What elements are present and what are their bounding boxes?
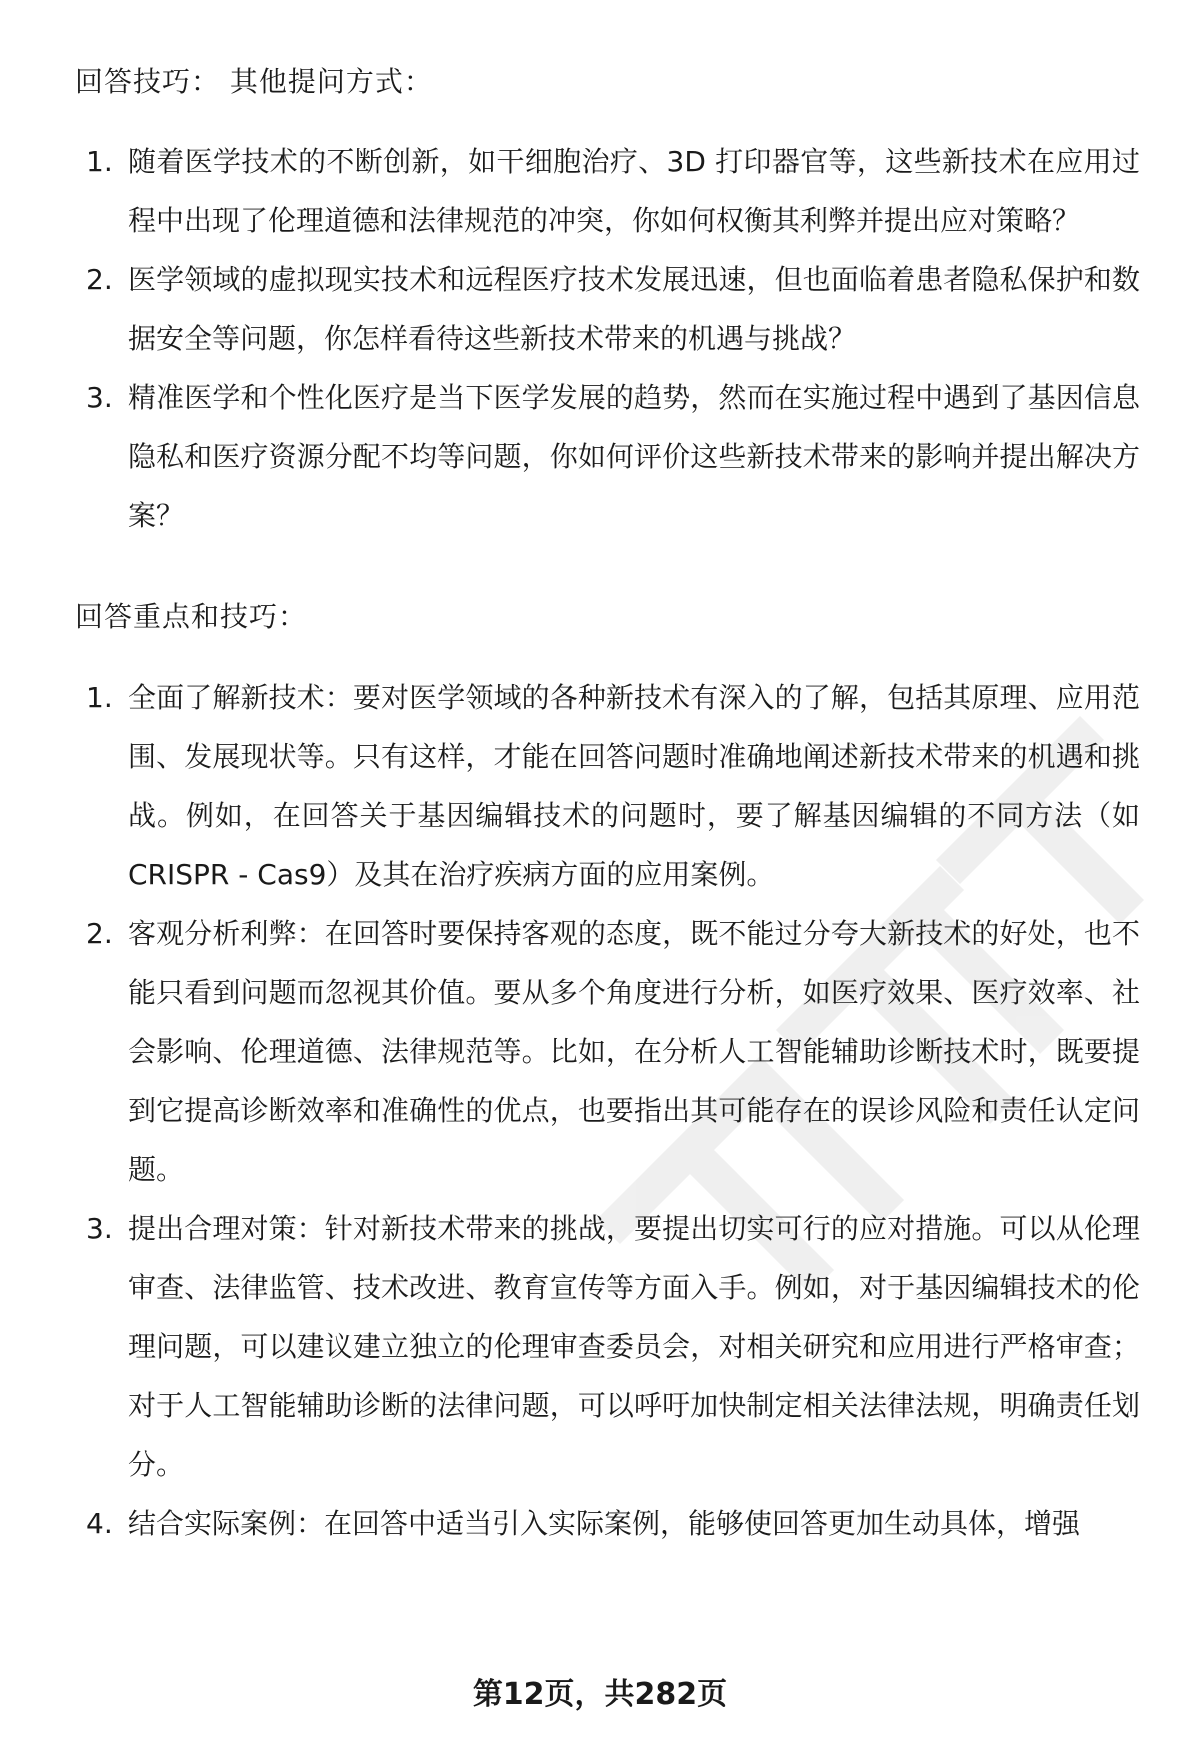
list-item-number: 1. xyxy=(86,681,113,714)
list-item-text: 全面了解新技术：要对医学领域的各种新技术有深入的了解，包括其原理、应用范围、发展现状等。只有这样，才能在回答问题时准确地阐述新技术带来的机遇和挑战。例如，在回答关于基因编辑技术的问题时，要了解基因编辑的不同方法（如 CRISPR - Cas9）及其在治疗疾病方面的应用案例。 xyxy=(128,681,1140,891)
alt-questions-list xyxy=(0,132,1200,545)
page-number-footer: 第12页，共282页 xyxy=(472,1677,728,1712)
list-item-number: 2. xyxy=(86,917,113,950)
section-heading-key-points: 回答重点和技巧： xyxy=(75,600,308,633)
list-item-number: 4. xyxy=(86,1507,113,1540)
list-item-number: 2. xyxy=(86,263,113,296)
list-item xyxy=(0,132,1200,250)
list-item xyxy=(0,1199,1200,1494)
list-item-text: 客观分析利弊：在回答时要保持客观的态度，既不能过分夸大新技术的好处，也不能只看到问题而忽视其价值。要从多个角度进行分析，如医疗效果、医疗效率、社会影响、伦理道德、法律规范等。比如，在分析人工智能辅助诊断技术时，既要提到它提高诊断效率和准确性的优点，也要指出其可能存在的误诊风险和责任认定问题。 xyxy=(128,917,1140,1186)
list-item-number: 3. xyxy=(86,1212,113,1245)
list-item-number: 3. xyxy=(86,381,113,414)
list-item-text: 医学领域的虚拟现实技术和远程医疗技术发展迅速，但也面临着患者隐私保护和数据安全等问题，你怎样看待这些新技术带来的机遇与挑战？ xyxy=(128,263,1140,355)
list-item xyxy=(0,1494,1200,1553)
list-item-text: 结合实际案例：在回答中适当引入实际案例，能够使回答更加生动具体，增强 xyxy=(128,1507,1081,1540)
list-item xyxy=(0,668,1200,904)
list-item-text: 提出合理对策：针对新技术带来的挑战，要提出切实可行的应对措施。可以从伦理审查、法律监管、技术改进、教育宣传等方面入手。例如，对于基因编辑技术的伦理问题，可以建议建立独立的伦理审查委员会，对相关研究和应用进行严格审查；对于人工智能辅助诊断的法律问题，可以呼吁加快制定相关法律法规，明确责任划分。 xyxy=(128,1212,1140,1481)
list-item xyxy=(0,904,1200,1199)
list-item-number: 1. xyxy=(86,145,113,178)
list-item xyxy=(0,250,1200,368)
list-item-text: 随着医学技术的不断创新，如干细胞治疗、3D 打印器官等，这些新技术在应用过程中出现了伦理道德和法律规范的冲突，你如何权衡其利弊并提出应对策略？ xyxy=(128,145,1140,237)
section-heading-answer-tips: 回答技巧： 其他提问方式： xyxy=(75,65,433,98)
key-points-list xyxy=(0,668,1200,1553)
list-item-text: 精准医学和个性化医疗是当下医学发展的趋势，然而在实施过程中遇到了基因信息隐私和医疗资源分配不均等问题，你如何评价这些新技术带来的影响并提出解决方案？ xyxy=(128,381,1140,532)
list-item xyxy=(0,368,1200,545)
